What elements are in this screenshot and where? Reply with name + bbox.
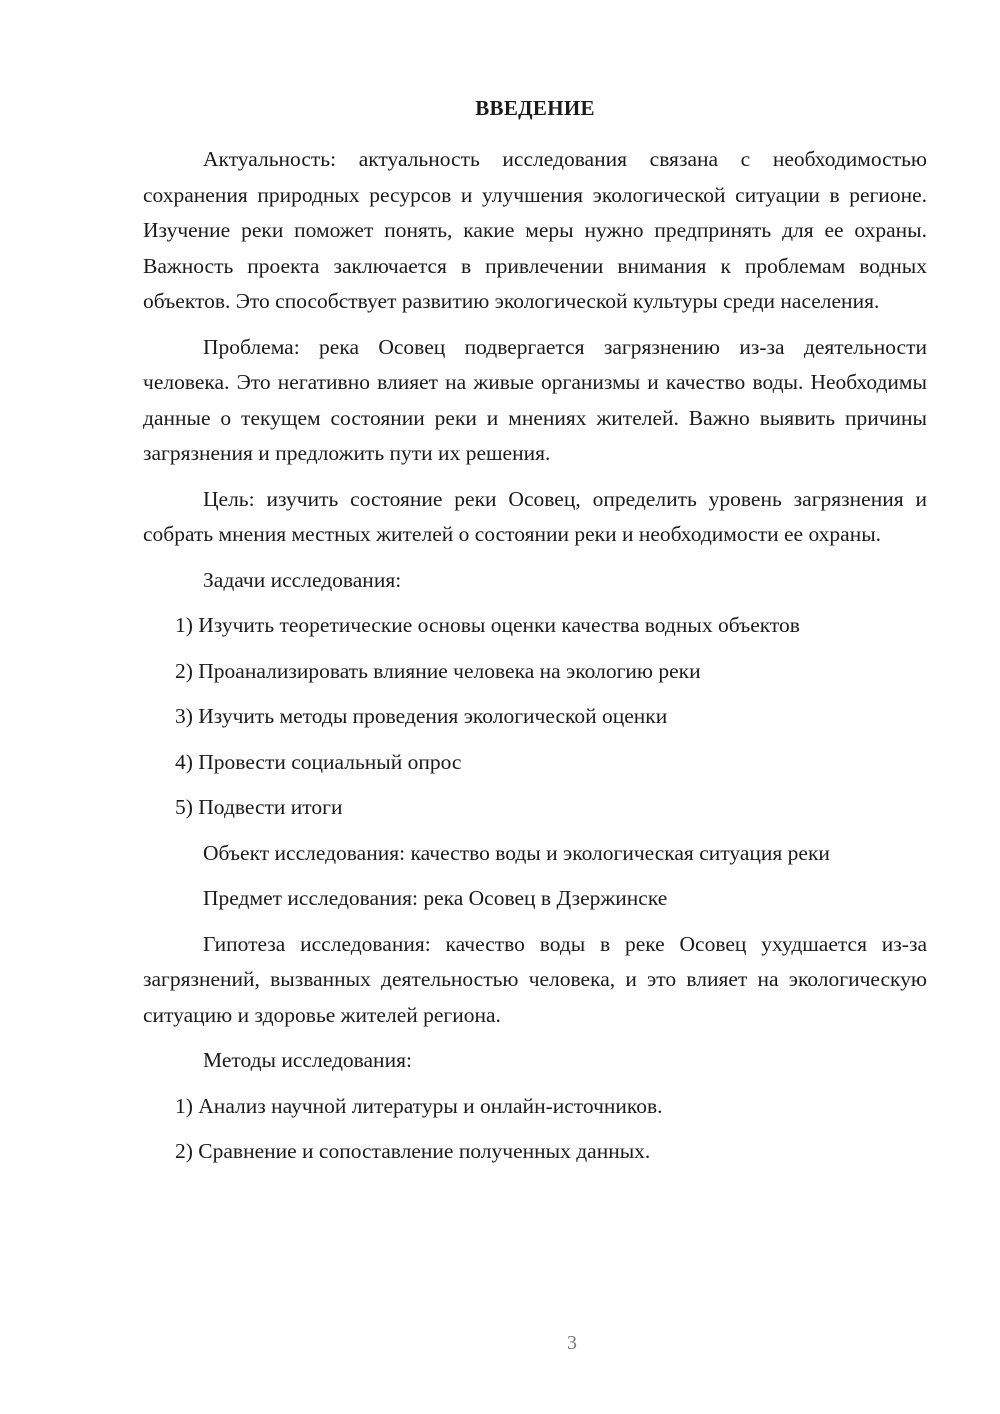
section-body	[143, 142, 927, 1180]
goal-paragraph: Цель: изучить состояние реки Осовец, определить уровень загрязнения и собрать мнения местных жителей о состоянии реки и необходимости ее охраны.	[143, 486, 927, 546]
task-item: 2) Проанализировать влияние человека на экологию реки	[175, 658, 701, 683]
task-item: 5) Подвести итоги	[175, 795, 343, 819]
subject-paragraph: Предмет исследования: река Осовец в Дзержинске	[203, 886, 668, 910]
method-item: 2) Сравнение и сопоставление полученных данных.	[175, 1139, 651, 1163]
task-item: 4) Провести социальный опрос	[175, 749, 462, 774]
method-item: 1) Анализ научной литературы и онлайн-источников.	[175, 1093, 663, 1118]
relevance-paragraph: Актуальность: актуальность исследования связана с необходимостью сохранения природных ресурсов и улучшения экологической ситуации в регионе. Изучение реки поможет понять, какие меры нужно предпринять для ее охраны. Важность проекта заключается в привлечении внимания к проблемам водных объектов. Это способствует развитию экологической культуры среди населения.	[143, 147, 927, 313]
tasks-list	[143, 608, 927, 826]
section-title: ВВЕДЕНИЕ	[475, 96, 595, 120]
task-item: 3) Изучить методы проведения экологической оценки	[175, 704, 668, 728]
object-paragraph: Объект исследования: качество воды и экологическая ситуация реки	[203, 840, 830, 865]
methods-heading: Методы исследования:	[203, 1048, 412, 1072]
tasks-heading: Задачи исследования:	[203, 567, 402, 592]
methods-list	[143, 1089, 927, 1170]
problem-paragraph: Проблема: река Осовец подвергается загрязнению из-за деятельности человека. Это негативно влияет на живые организмы и качество воды. Необходимы данные о текущем состоянии реки и мнениях жителей. Важно выявить причины загрязнения и предложить пути их решения.	[143, 334, 927, 465]
task-item: 1) Изучить теоретические основы оценки качества водных объектов	[175, 613, 800, 637]
page-number: 3	[567, 1332, 577, 1354]
hypothesis-paragraph: Гипотеза исследования: качество воды в реке Осовец ухудшается из-за загрязнений, вызванных деятельностью человека, и это влияет на экологическую ситуацию и здоровье жителей региона.	[143, 931, 927, 1027]
